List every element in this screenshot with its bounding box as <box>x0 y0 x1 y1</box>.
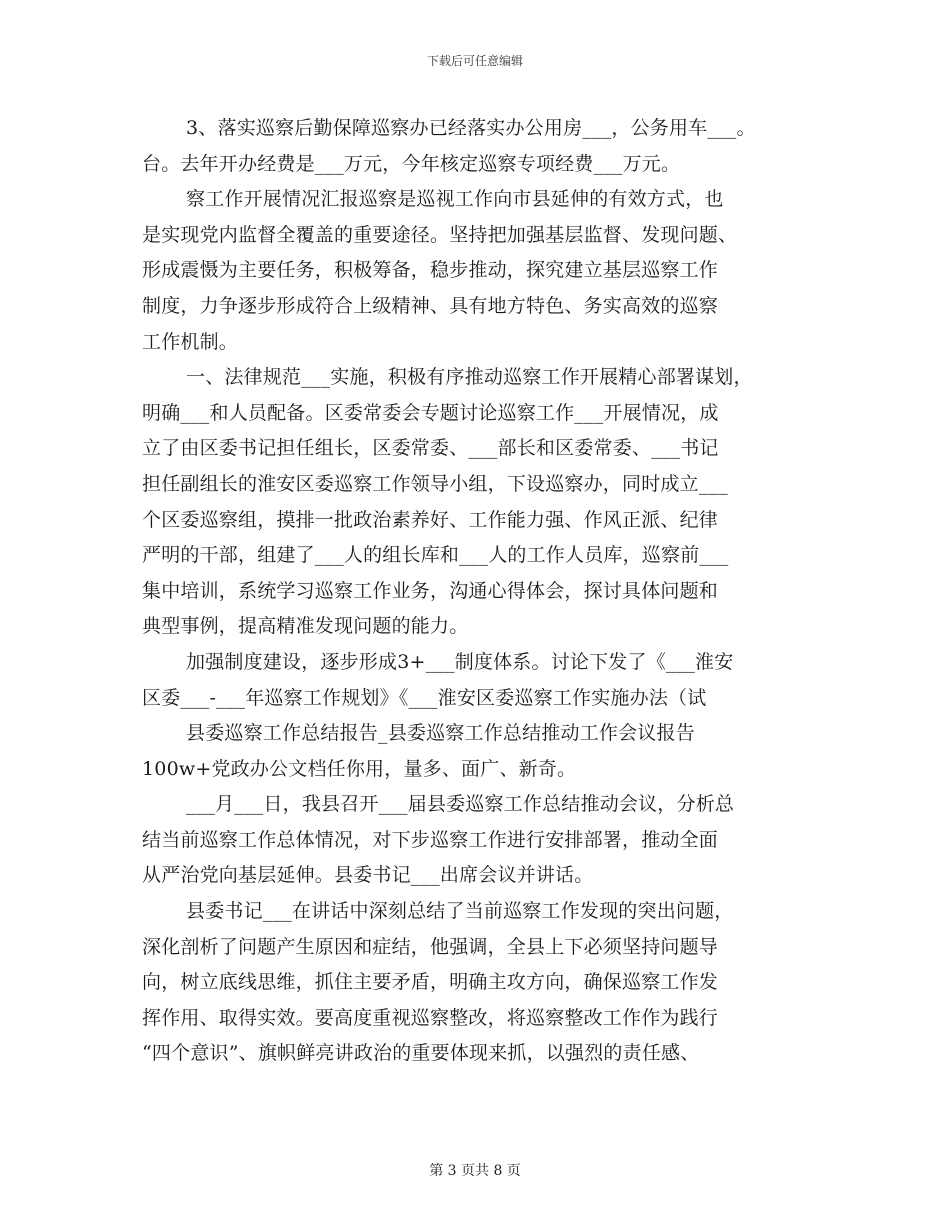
page-footer: 第 3 页共 8 页 <box>429 1163 521 1179</box>
paragraph-line: 从严治党向基层延伸。县委书记___出席会议并讲话。 <box>142 864 594 887</box>
paragraph-line: 形成震慑为主要任务，积极筹备，稳步推动，探究建立基层巡察工作 <box>142 259 719 282</box>
paragraph-line: 集中培训，系统学习巡察工作业务，沟通心得体会，探讨具体问题和 <box>142 579 719 602</box>
paragraph-line: 严明的干部，组建了___人的组长库和___人的工作人员库，巡察前___ <box>142 544 729 567</box>
paragraph-line: 100w+党政办公文档任你用，量多、面广、新奇。 <box>142 757 577 780</box>
paragraph-line: 县委巡察工作总结报告_县委巡察工作总结推动工作会议报告 <box>186 722 695 745</box>
paragraph-line: 挥作用、取得实效。要高度重视巡察整改，将巡察整改工作作为践行 <box>142 1006 719 1029</box>
paragraph-line: 向，树立底线思维，抓住主要矛盾，明确主攻方向，确保巡察工作发 <box>142 971 719 994</box>
paragraph-line: 个区委巡察组，摸排一批政治素养好、工作能力强、作风正派、纪律 <box>142 508 719 531</box>
paragraph-line: 结当前巡察工作总体情况，对下步巡察工作进行安排部署，推动全面 <box>142 828 719 851</box>
paragraph-line: 区委___-___年巡察工作规划》《___淮安区委巡察工作实施办法（试 <box>142 686 707 709</box>
paragraph-line: ___月___日，我县召开___届县委巡察工作总结推动会议，分析总 <box>186 793 735 816</box>
paragraph-line: 台。去年开办经费是___万元，今年核定巡察专项经费___万元。 <box>142 152 681 175</box>
paragraph-line: 立了由区委书记担任组长，区委常委、___部长和区委常委、___书记 <box>142 437 719 460</box>
paragraph-line: 典型事例，提高精准发现问题的能力。 <box>142 615 469 638</box>
paragraph-line: 深化剖析了问题产生原因和症结，他强调，全县上下必须坚持问题导 <box>142 935 719 958</box>
paragraph-line: “四个意识”、旗帜鲜亮讲政治的重要体现来抓，以强烈的责任感、 <box>142 1042 700 1065</box>
paragraph-line: 3、落实巡察后勤保障巡察办已经落实办公用房___，公务用车___。 <box>186 117 756 139</box>
page-header: 下载后可任意编辑 <box>426 54 523 68</box>
paragraph-line: 加强制度建设，逐步形成3+___制度体系。讨论下发了《___淮安 <box>186 650 734 673</box>
paragraph-line: 担任副组长的淮安区委巡察工作领导小组，下设巡察办，同时成立___ <box>142 472 728 495</box>
paragraph-line: 工作机制。 <box>142 330 239 353</box>
paragraph-line: 明确___和人员配备。区委常委会专题讨论巡察工作___开展情况，成 <box>142 401 719 424</box>
body-text <box>142 111 822 1072</box>
paragraph-line: 一、法律规范___实施，积极有序推动巡察工作开展精心部署谋划， <box>186 366 753 389</box>
paragraph-line: 察工作开展情况汇报巡察是巡视工作向市县延伸的有效方式，也 <box>186 188 724 211</box>
paragraph-line: 县委书记___在讲话中深刻总结了当前巡察工作发现的突出问题， <box>186 900 734 923</box>
paragraph-line: 是实现党内监督全覆盖的重要途径。坚持把加强基层监督、发现问题、 <box>142 223 738 246</box>
paragraph-line: 制度，力争逐步形成符合上级精神、具有地方特色、务实高效的巡察 <box>142 294 719 317</box>
